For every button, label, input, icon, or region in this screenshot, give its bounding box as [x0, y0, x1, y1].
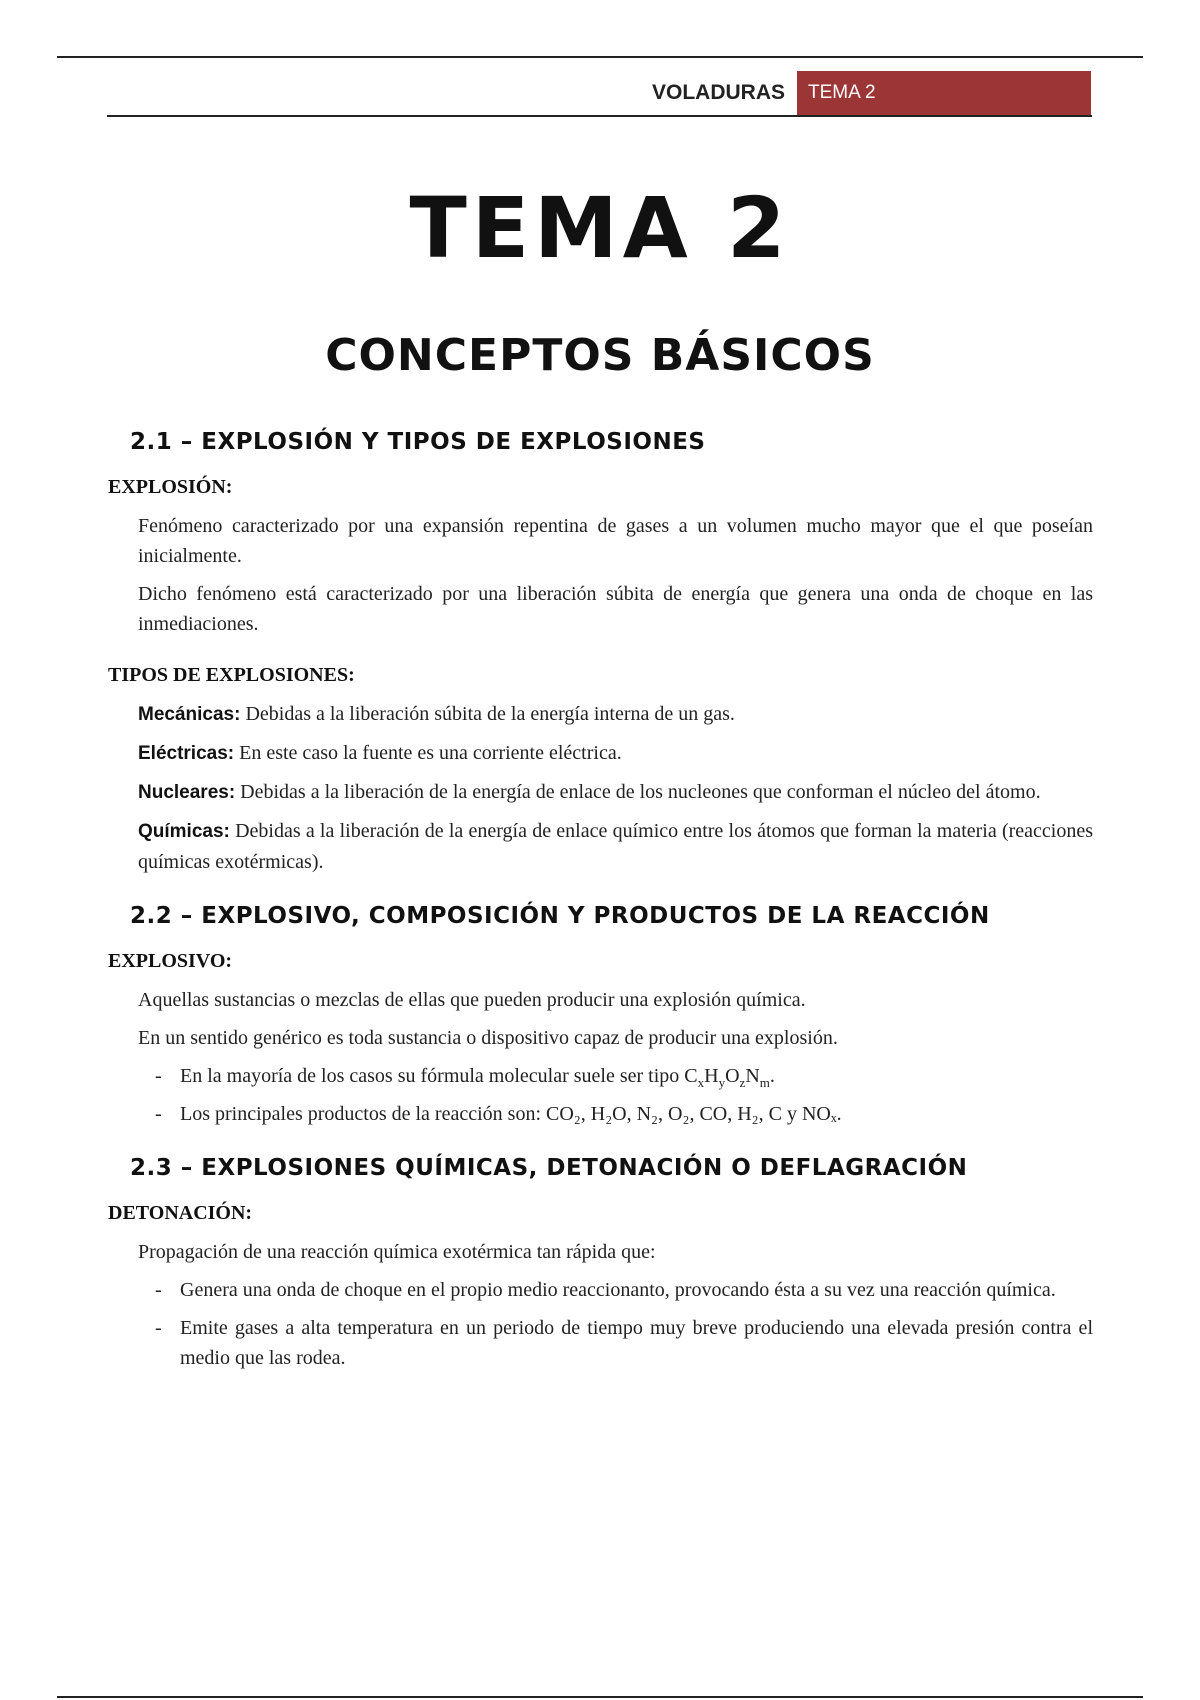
reaction-products: CO₂, H₂O, N₂, O₂, CO, H₂, C y NOₓ.	[546, 1103, 842, 1125]
section-heading-2-2: 2.2 – EXPLOSIVO, COMPOSICIÓN Y PRODUCTOS DE LA REACCIÓN	[130, 903, 990, 929]
type-text: Debidas a la liberación de la energía de enlace químico entre los átomos que forman la materia (reacciones químicas exotérmicas).	[138, 820, 1093, 873]
explosivo-paragraph-1: Aquellas sustancias o mezclas de ellas que pueden producir una explosión química.	[138, 989, 806, 1011]
type-text: Debidas a la liberación súbita de la energía interna de un gas.	[240, 703, 735, 725]
bullet-gases	[155, 1313, 1093, 1373]
explosion-paragraph-2: Dicho fenómeno está caracterizado por una liberación súbita de energía que genera una onda de choque en las inmediaciones.	[138, 583, 1093, 635]
page-subtitle: CONCEPTOS BÁSICOS	[325, 330, 875, 381]
bullet-text: En la mayoría de los casos su fórmula molecular suele ser tipo	[180, 1065, 685, 1087]
bullet-dash: -	[155, 1279, 162, 1301]
type-text: En este caso la fuente es una corriente eléctrica.	[234, 742, 622, 764]
type-item-mecanicas	[138, 699, 1093, 730]
types-label: TIPOS DE EXPLOSIONES:	[108, 664, 355, 686]
header-rule	[107, 115, 1092, 117]
bullet-formula	[155, 1061, 1093, 1091]
explosivo-paragraph-2: En un sentido genérico es toda sustancia o dispositivo capaz de producir una explosión.	[138, 1027, 838, 1049]
bullet-dash: -	[155, 1065, 162, 1087]
header-badge: TEMA 2	[797, 71, 1091, 115]
page-title: TEMA 2	[409, 179, 791, 277]
section-heading-2-1: 2.1 – EXPLOSIÓN Y TIPOS DE EXPLOSIONES	[130, 429, 706, 455]
type-label: Eléctricas:	[138, 743, 235, 764]
bullet-text: Genera una onda de choque en el propio medio reaccionanto, provocando ésta a su vez una reacción química.	[180, 1279, 1056, 1301]
bullet-text: Emite gases a alta temperatura en un periodo de tiempo muy breve produciendo una elevada presión contra el medio que las rodea.	[180, 1317, 1093, 1369]
explosion-paragraph-1: Fenómeno caracterizado por una expansión repentina de gases a un volumen mucho mayor que el que poseían inicialmente.	[138, 515, 1093, 567]
bottom-rule	[57, 1696, 1143, 1698]
bullet-text: Los principales productos de la reacción son:	[180, 1103, 546, 1125]
bullet-products	[155, 1099, 1093, 1129]
detonacion-paragraph: Propagación de una reacción química exotérmica tan rápida que:	[138, 1241, 656, 1263]
bullet-onda-choque	[155, 1275, 1093, 1305]
explosion-label: EXPLOSIÓN:	[108, 476, 233, 498]
section-heading-2-3: 2.3 – EXPLOSIONES QUÍMICAS, DETONACIÓN O DEFLAGRACIÓN	[130, 1155, 968, 1181]
bullet-dash: -	[155, 1317, 162, 1339]
detonacion-label: DETONACIÓN:	[108, 1202, 253, 1224]
type-item-quimicas	[138, 816, 1093, 877]
top-rule	[57, 56, 1143, 58]
type-label: Nucleares:	[138, 782, 236, 803]
type-text: Debidas a la liberación de la energía de enlace de los nucleones que conforman el núcleo del átomo.	[235, 781, 1041, 803]
type-item-electricas	[138, 738, 1093, 769]
header-title: VOLADURAS	[651, 81, 785, 104]
type-item-nucleares	[138, 777, 1093, 808]
molecular-formula: $C_xH_yO_zN_m$.	[684, 1065, 775, 1090]
type-label: Químicas:	[138, 821, 230, 842]
type-label: Mecánicas:	[138, 704, 241, 725]
document-body	[108, 425, 1093, 1381]
explosivo-label: EXPLOSIVO:	[108, 950, 233, 972]
bullet-dash: -	[155, 1103, 162, 1125]
